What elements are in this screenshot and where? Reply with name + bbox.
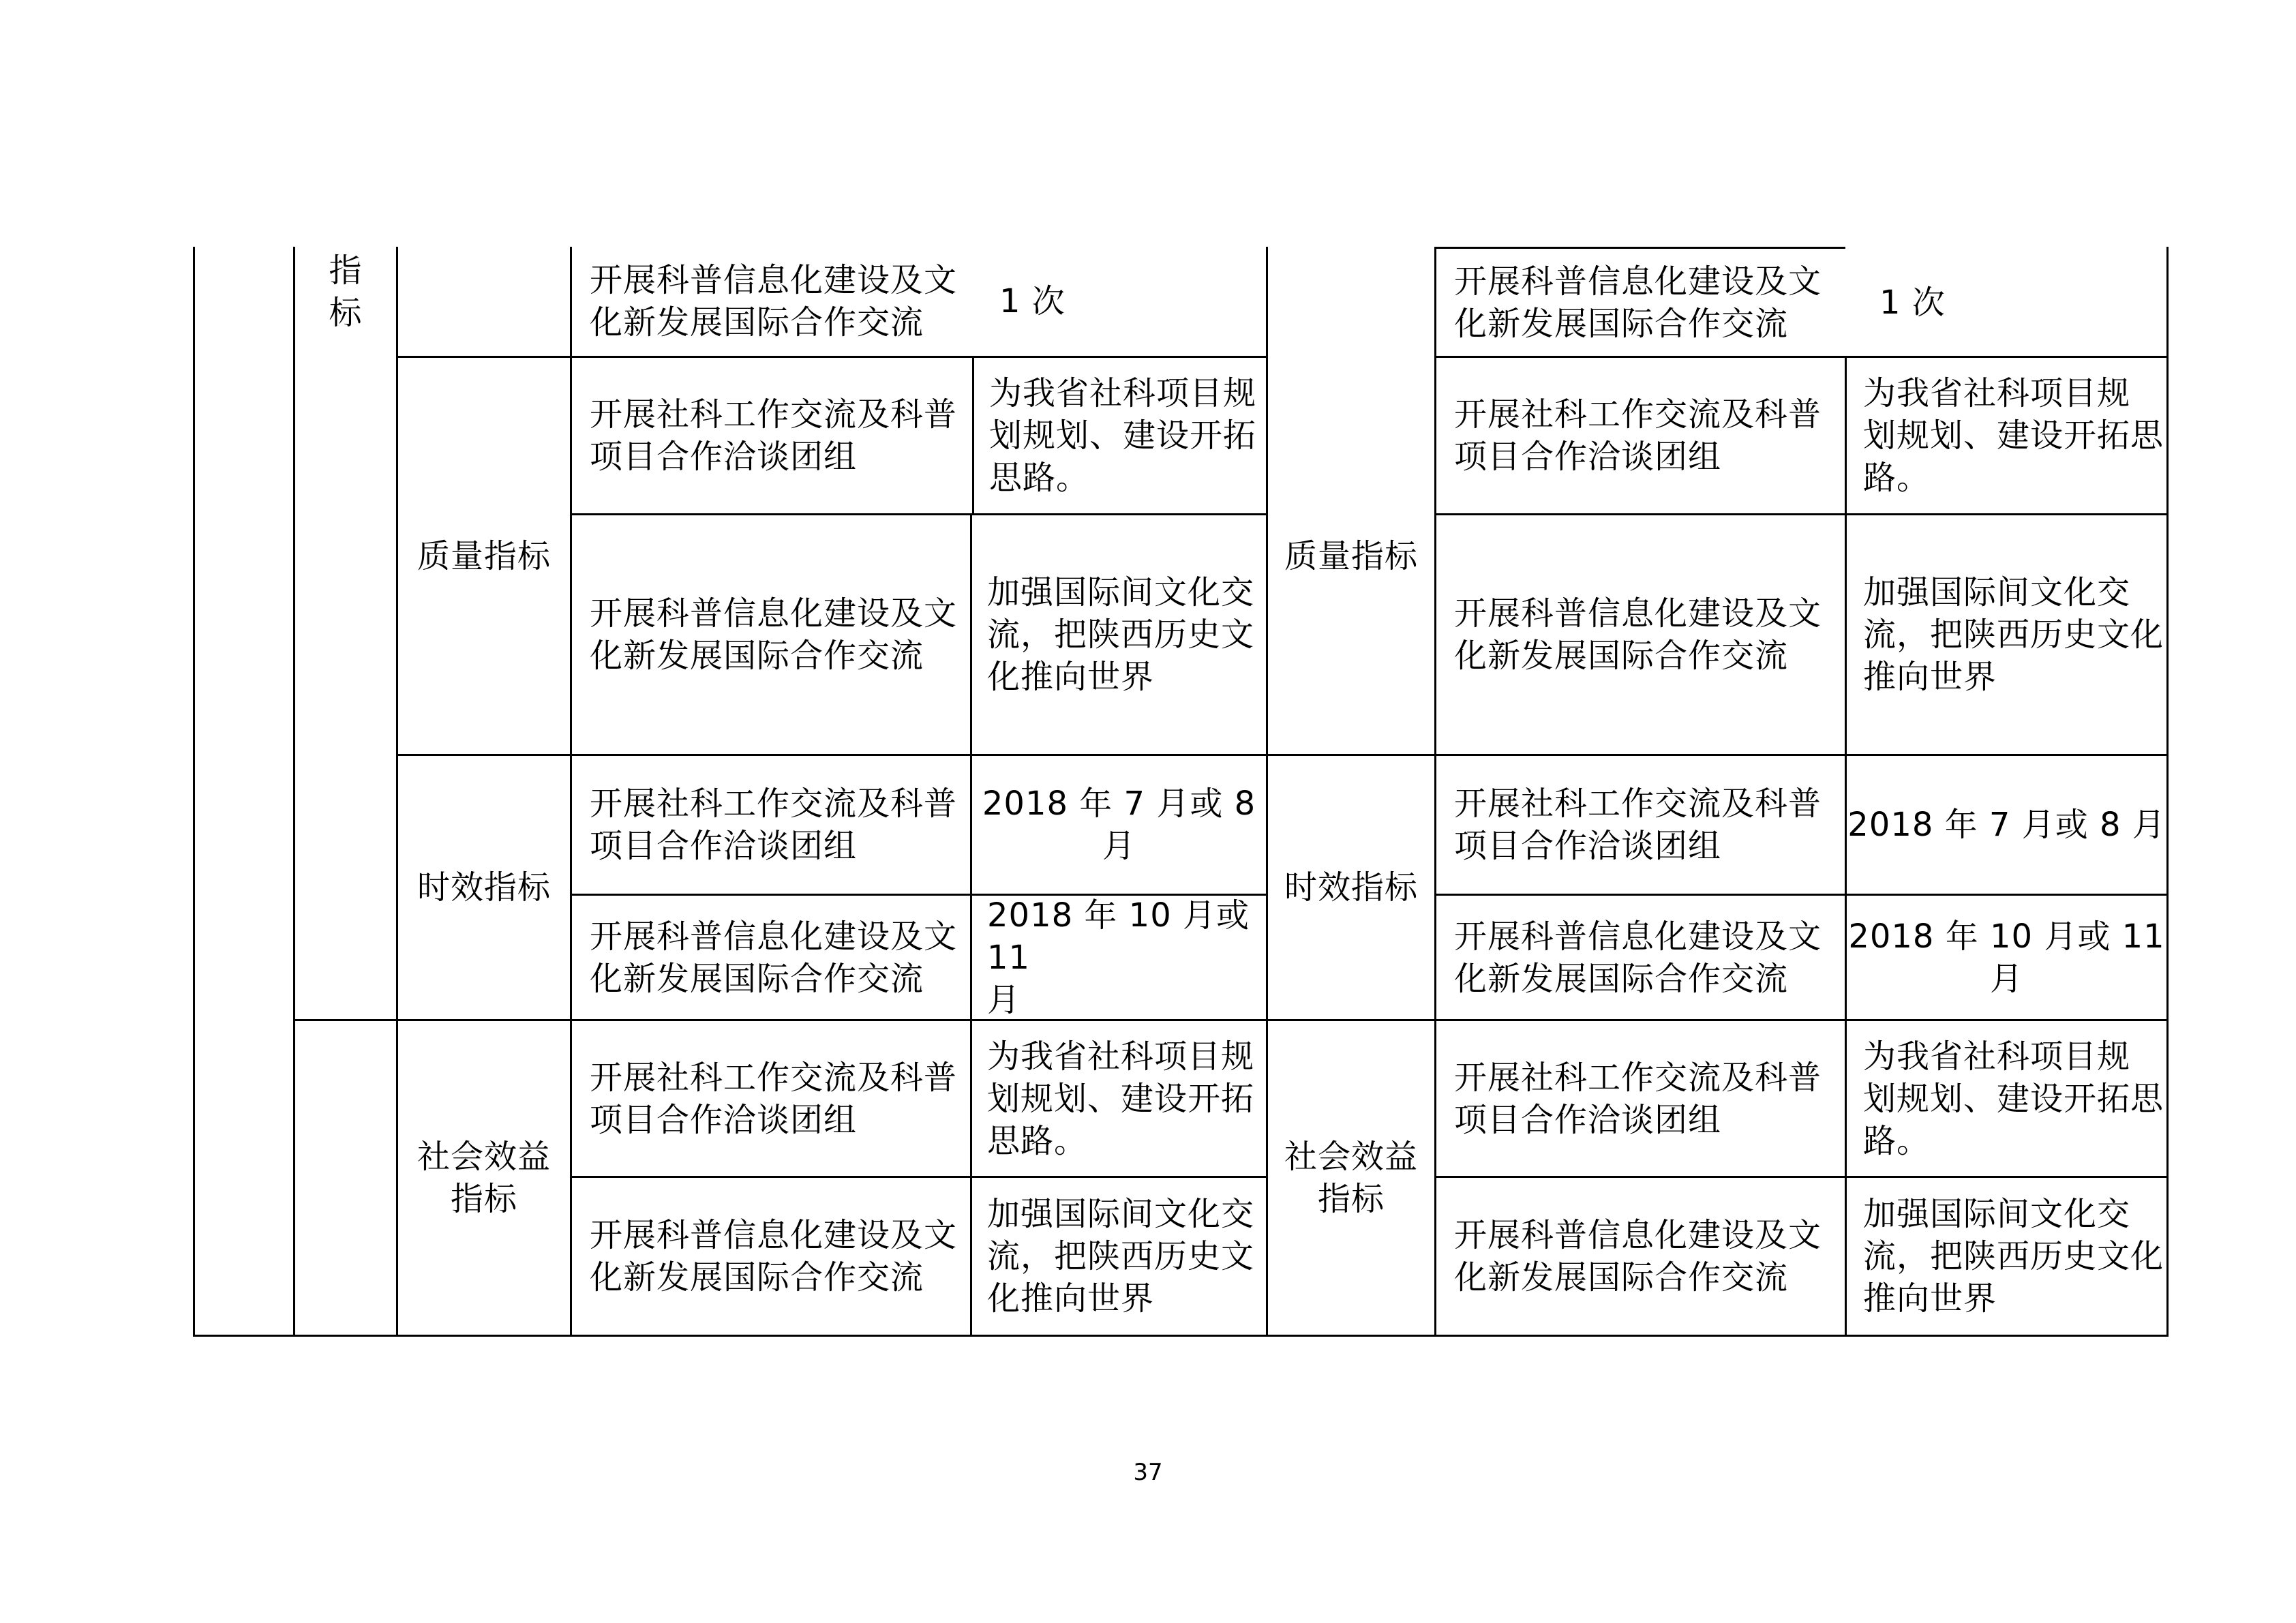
indicator-value-cell: 1 次 bbox=[1879, 283, 1946, 322]
indicator-value-cell: 加强国际间文化交 流，把陕西历史文化 推向世界 bbox=[1863, 1195, 2164, 1318]
indicator-value-cell: 2018 年 10 月或 11 月 bbox=[987, 896, 1250, 1019]
indicator-content-cell: 开展科普信息化建设及文 化新发展国际合作交流 bbox=[590, 261, 958, 342]
quality-indicator-label: 质量指标 bbox=[1284, 536, 1418, 575]
indicator-dimension-label: 指 标 bbox=[329, 252, 363, 332]
indicator-content-cell: 开展科普信息化建设及文 化新发展国际合作交流 bbox=[590, 594, 958, 675]
indicator-value-cell: 1 次 bbox=[999, 282, 1066, 320]
indicator-value-cell: 加强国际间文化交 流，把陕西历史文 化推向世界 bbox=[987, 1195, 1255, 1318]
indicator-content-cell: 开展科普信息化建设及文 化新发展国际合作交流 bbox=[590, 917, 958, 998]
indicator-content-cell: 开展社科工作交流及科普 项目合作洽谈团组 bbox=[590, 1058, 958, 1139]
indicator-value-cell: 为我省社科项目规 划规划、建设开拓思 路。 bbox=[1863, 374, 2164, 497]
timeliness-indicator-label: 时效指标 bbox=[417, 868, 551, 907]
table-border-right bbox=[2166, 247, 2169, 1337]
indicator-value-cell: 为我省社科项目规 划规划、建设开拓 思路。 bbox=[989, 374, 1257, 497]
indicator-value-cell: 2018 年 7 月或 8 月 bbox=[1847, 806, 2166, 844]
indicator-content-cell: 开展社科工作交流及科普 项目合作洽谈团组 bbox=[1454, 1058, 1822, 1139]
indicator-content-cell: 开展科普信息化建设及文 化新发展国际合作交流 bbox=[590, 1216, 958, 1296]
quality-indicator-label: 质量指标 bbox=[417, 536, 551, 575]
page-number: 37 bbox=[1133, 1459, 1163, 1486]
table-column-divider bbox=[293, 247, 295, 1337]
indicator-value-cell: 2018 年 7 月或 8 月 bbox=[982, 785, 1256, 865]
indicator-value-cell: 加强国际间文化交 流，把陕西历史文 化推向世界 bbox=[987, 573, 1255, 696]
social-benefit-indicator-label: 社会效益 指标 bbox=[417, 1138, 551, 1218]
indicator-content-cell: 开展科普信息化建设及文 化新发展国际合作交流 bbox=[1454, 1216, 1822, 1296]
indicator-content-cell: 开展科普信息化建设及文 化新发展国际合作交流 bbox=[1454, 262, 1822, 343]
indicator-content-cell: 开展社科工作交流及科普 项目合作洽谈团组 bbox=[590, 395, 958, 476]
indicator-content-cell: 开展科普信息化建设及文 化新发展国际合作交流 bbox=[1454, 594, 1822, 675]
timeliness-indicator-label: 时效指标 bbox=[1284, 868, 1418, 907]
indicator-value-cell: 2018 年 10 月或 11 月 bbox=[1848, 917, 2165, 998]
indicator-value-cell: 为我省社科项目规 划规划、建设开拓思 路。 bbox=[1863, 1037, 2164, 1160]
indicator-content-cell: 开展社科工作交流及科普 项目合作洽谈团组 bbox=[1454, 785, 1822, 865]
table-border-bottom bbox=[193, 1335, 2169, 1337]
indicator-content-cell: 开展社科工作交流及科普 项目合作洽谈团组 bbox=[1454, 395, 1822, 476]
indicator-value-cell: 为我省社科项目规 划规划、建设开拓 思路。 bbox=[987, 1037, 1255, 1160]
indicator-content-cell: 开展科普信息化建设及文 化新发展国际合作交流 bbox=[1454, 917, 1822, 998]
indicator-value-cell: 加强国际间文化交 流，把陕西历史文化 推向世界 bbox=[1863, 573, 2164, 696]
social-benefit-indicator-label: 社会效益 指标 bbox=[1284, 1138, 1418, 1218]
indicator-content-cell: 开展社科工作交流及科普 项目合作洽谈团组 bbox=[590, 785, 958, 865]
table-border-left bbox=[193, 247, 195, 1337]
